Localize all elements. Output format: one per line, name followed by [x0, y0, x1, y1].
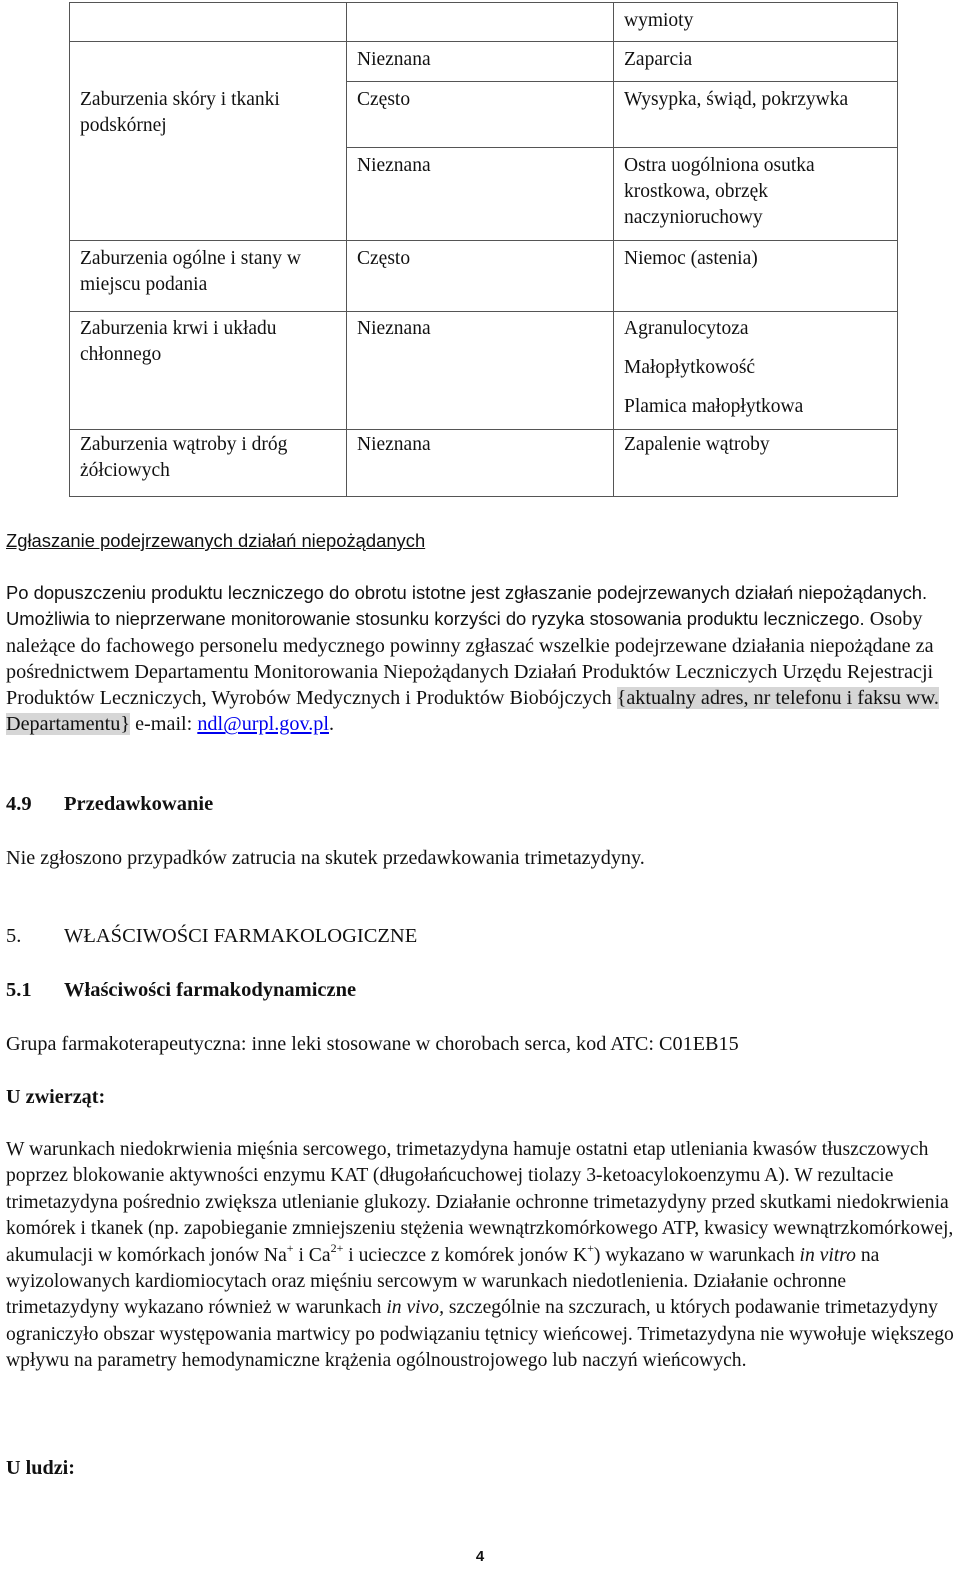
section-title: WŁAŚCIWOŚCI FARMAKOLOGICZNE — [64, 925, 418, 947]
effect-cell — [614, 3, 898, 42]
table-row — [70, 42, 898, 82]
effect-text: Niemoc (astenia) — [624, 248, 758, 269]
section-5-1-heading — [6, 979, 956, 1002]
frequency-text: Nieznana — [357, 155, 431, 176]
effect-text: Zaparcia — [624, 49, 693, 70]
paragraph-text: na wyizolowanych kardiomiocytach oraz mięśniu sercowym w warunkach niedotlenienia. — [6, 1244, 880, 1293]
paragraph-text: Działanie ochronne trimetazydyny przed skutkami niedokrwienia komórek i tkanek (np. zapobieganie zmniejszeniu stężenia wewnątrzkomórkowego ATP, kwasicy wewnątrzkomórkowej, akumulacji w komórkach jonów Na — [6, 1191, 954, 1266]
system-cell — [70, 42, 347, 82]
effect-text: Agranulocytoza — [624, 318, 749, 339]
effect-cell — [614, 312, 898, 430]
frequency-text: Nieznana — [357, 318, 431, 339]
system-text: Zaburzenia skóry i tkanki podskórnej — [80, 88, 280, 136]
effect-text: Małopłytkowość — [624, 357, 756, 378]
reporting-text: Po dopuszczeniu produktu leczniczego do obrotu istotne jest zgłaszanie podejrzewanych działań niepożądanych. Umożliwia to nieprzerwane monitorowanie stosunku korzyści do ryzyka stosowania produktu leczniczego. — [6, 582, 928, 630]
effect-text: wymioty — [624, 10, 694, 31]
reporting-paragraph — [6, 580, 956, 738]
system-cell — [70, 82, 347, 241]
reporting-heading: Zgłaszanie podejrzewanych działań niepożądanych — [6, 530, 426, 551]
system-cell — [70, 241, 347, 312]
frequency-cell — [347, 42, 614, 82]
italic-term: in vivo, — [386, 1297, 444, 1319]
paragraph-text: i ucieczce z komórek jonów K — [343, 1244, 588, 1266]
email-link[interactable]: ndl@urpl.gov.pl — [197, 713, 329, 736]
highlighted-placeholder: {aktualny adres, nr telefonu i faksu ww. Departamentu} — [6, 687, 939, 736]
effect-cell — [614, 241, 898, 312]
email-label: e-mail: — [130, 713, 198, 736]
animals-paragraph — [6, 1137, 956, 1375]
sentence-end: . — [328, 713, 335, 736]
superscript: + — [587, 1241, 594, 1256]
frequency-text: Nieznana — [357, 434, 431, 455]
effect-text: Ostra uogólniona osutka krostkowa, obrzęk naczynioruchowy — [624, 155, 815, 228]
table-row — [70, 430, 898, 497]
system-text: Zaburzenia ogólne i stany w miejscu podania — [80, 248, 301, 295]
frequency-cell — [347, 3, 614, 42]
system-cell — [70, 430, 347, 497]
frequency-text: Nieznana — [357, 49, 431, 70]
effect-cell — [614, 82, 898, 148]
frequency-cell — [347, 148, 614, 241]
section-title: Przedawkowanie — [64, 793, 214, 815]
frequency-cell — [347, 241, 614, 312]
section-4-9-heading — [6, 793, 956, 816]
paragraph-text: i Ca — [293, 1244, 331, 1266]
system-text: Zaburzenia krwi i układu chłonnego — [80, 318, 277, 365]
frequency-text: Często — [357, 248, 411, 269]
system-text: Zaburzenia wątroby i dróg żółciowych — [80, 434, 288, 481]
paragraph-text: Działanie ochronne trimetazydyny wykazano również w warunkach — [6, 1271, 847, 1319]
paragraph-text: Trimetazydyna nie wywołuje większego wpływu na parametry hemodynamiczne krążenia ogólnoustrojowego lub naczyń wieńcowych. — [6, 1323, 954, 1372]
effect-text: Wysypka, świąd, pokrzywka — [624, 89, 849, 110]
table-row — [70, 3, 898, 42]
humans-heading: U ludzi: — [6, 1457, 75, 1479]
superscript: 2+ — [330, 1241, 344, 1256]
frequency-cell — [347, 430, 614, 497]
table-row — [70, 312, 898, 430]
paragraph-text: ) wykazano w warunkach — [593, 1244, 800, 1266]
effect-cell — [614, 148, 898, 241]
overdose-text: Nie zgłoszono przypadków zatrucia na skutek przedawkowania trimetazydyny. — [6, 847, 645, 869]
frequency-text: Często — [357, 89, 411, 110]
page-number: 4 — [475, 1548, 485, 1565]
section-number: 4.9 — [6, 793, 32, 815]
adverse-reactions-table — [69, 2, 898, 497]
effect-text: Plamica małopłytkowa — [624, 396, 804, 417]
effect-cell — [614, 42, 898, 82]
animals-heading: U zwierząt: — [6, 1086, 106, 1108]
section-number: 5. — [6, 925, 22, 947]
section-5-heading — [6, 925, 956, 948]
section-number: 5.1 — [6, 979, 32, 1001]
superscript: + — [286, 1241, 294, 1256]
system-cell — [70, 312, 347, 430]
paragraph-text: W rezultacie trimetazydyna pośrednio zwiększa utlenianie glukozy. — [6, 1165, 894, 1213]
pharmacotherapeutic-group: Grupa farmakoterapeutyczna: inne leki stosowane w chorobach serca, kod ATC: C01EB15 — [6, 1033, 739, 1055]
frequency-cell — [347, 312, 614, 430]
reporting-text: Osoby należące do fachowego personelu medycznego powinny zgłaszać wszelkie podejrzewane działania niepożądane za pośrednictwem Departamentu Monitorowania Niepożądanych Działań Produktów Leczniczych Urzędu Rejestracji Produktów Leczniczych, Wyrobów Medycznych i Produktów Biobójczych — [6, 608, 934, 710]
paragraph-text: szczególnie na szczurach, u których podawanie trimetazydyny ograniczyło obszar występowania martwicy po podwiązaniu tętnicy wieńcowej. — [6, 1297, 938, 1345]
effect-cell — [614, 430, 898, 497]
italic-term: in vitro — [799, 1244, 856, 1266]
paragraph-text: W warunkach niedokrwienia mięśnia sercowego, trimetazydyna hamuje ostatni etap utleniania kwasów tłuszczowych poprzez blokowanie aktywności enzymu KAT (długołańcuchowej tiolazy 3-ketoacylokoenzymu A). — [6, 1139, 929, 1187]
system-cell — [70, 3, 347, 42]
frequency-cell — [347, 82, 614, 148]
effect-text: Zapalenie wątroby — [624, 434, 770, 455]
table-row — [70, 82, 898, 148]
table-row — [70, 241, 898, 312]
section-title: Właściwości farmakodynamiczne — [64, 979, 357, 1001]
